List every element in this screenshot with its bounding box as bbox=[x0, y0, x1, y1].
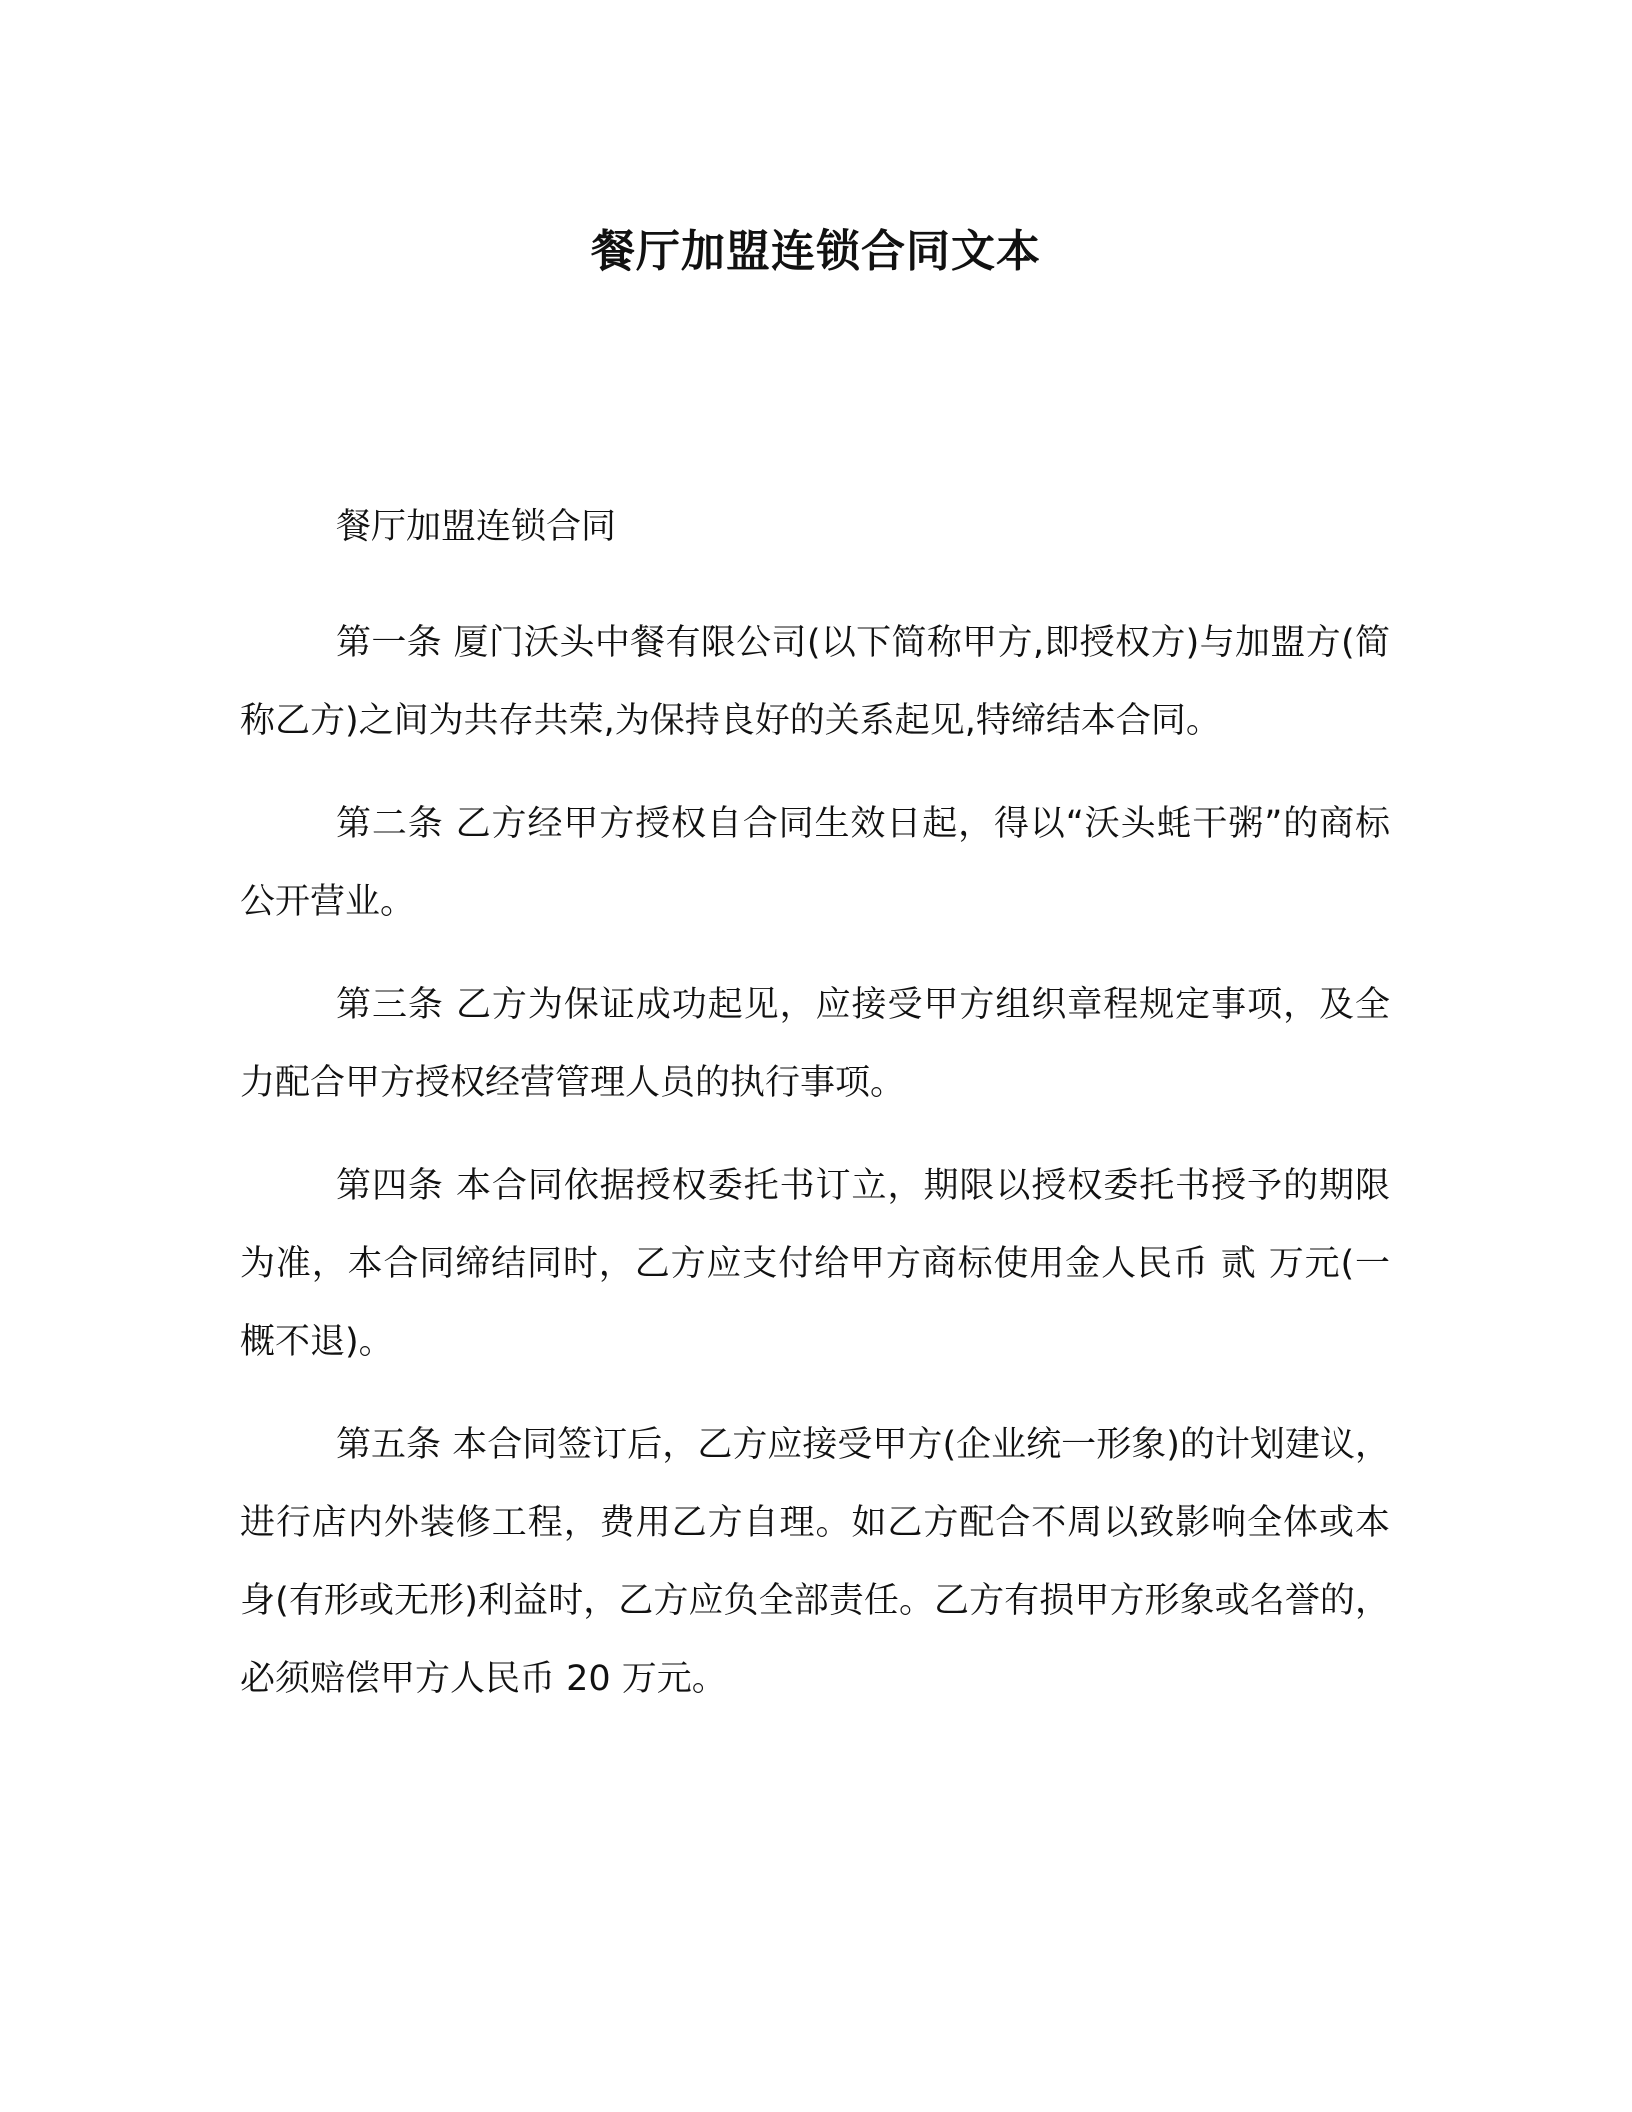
clause-2: 第二条 乙方经甲方授权自合同生效日起，得以“沃头蚝干粥”的商标公开营业。 bbox=[240, 804, 1390, 922]
document-title: 餐厅加盟连锁合同文本 bbox=[591, 226, 1041, 277]
clause-1: 第一条 厦门沃头中餐有限公司(以下简称甲方,即授权方)与加盟方(简称乙方)之间为共存共荣,为保持良好的关系起见,特缔结本合同。 bbox=[240, 623, 1390, 741]
clause-3: 第三条 乙方为保证成功起见，应接受甲方组织章程规定事项，及全力配合甲方授权经营管理人员的执行事项。 bbox=[240, 985, 1390, 1103]
document-body bbox=[240, 488, 1390, 1743]
clause-5: 第五条 本合同签订后，乙方应接受甲方(企业统一形象)的计划建议，进行店内外装修工程，费用乙方自理。如乙方配合不周以致影响全体或本身(有形或无形)利益时，乙方应负全部责任。乙方有损甲方形象或名誉的，必须赔偿甲方人民币 20 万元。 bbox=[240, 1425, 1390, 1699]
contract-subtitle: 餐厅加盟连锁合同 bbox=[336, 507, 617, 547]
clause-4: 第四条 本合同依据授权委托书订立，期限以授权委托书授予的期限为准，本合同缔结同时，乙方应支付给甲方商标使用金人民币 贰 万元(一概不退)。 bbox=[240, 1166, 1390, 1362]
